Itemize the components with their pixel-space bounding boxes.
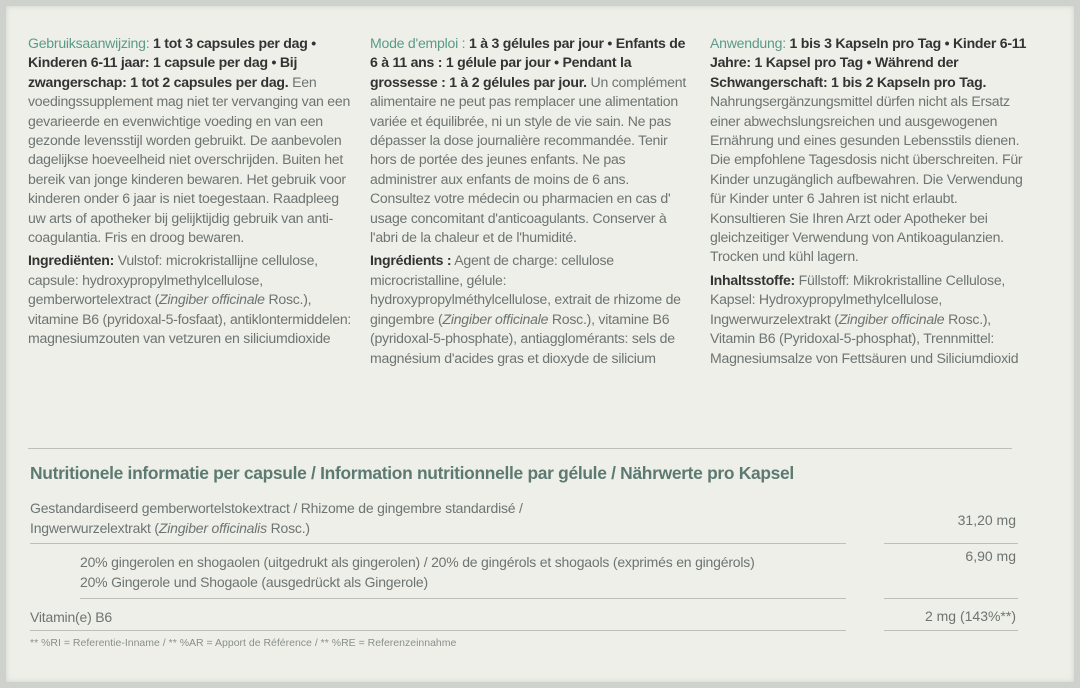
row-divider	[80, 598, 846, 599]
nutrition-value-b6: 2 mg (143%**)	[924, 608, 1016, 624]
nutrition-title: Nutritionele informatie per capsule / Information nutritionnelle par gélule / Nährwerte pro Kapsel	[30, 463, 794, 483]
row-divider	[884, 598, 1018, 599]
directions-nl: Gebruiksaanwijzing: 1 tot 3 capsules per dag • Kinderen 6-11 jaar: 1 capsule per dag • Bij zwangerschap: 1 tot 2 capsules per dag. Een voedingssupplement mag niet ter vervanging van een gevarieerde en evenwichtige voeding en van een gezonde levensstijl worden gebruikt. De aanbevolen dagelijkse hoeveelheid niet overschrijden. Buiten het bereik van jonge kinderen bewaren. Het gebruik voor kinderen onder 6 jaar is niet toegestaan. Raadpleeg uw arts of apotheker bij gelijktijdig gebruik van anti-coagulantia. Fris en droog bewaren.	[28, 35, 351, 246]
row-divider	[30, 630, 846, 631]
section-divider	[28, 448, 1012, 449]
footnote: ** %RI = Referentie-Inname / ** %AR = Apport de Référence / ** %RE = Referenzeinnahme	[30, 637, 457, 649]
row-divider	[884, 543, 1018, 544]
nutrition-row-extract: Gestandardiseerd gemberwortelstokextract / Rhizome de gingembre standardisé / Ingwerwurzelextrakt (Zingiber officinalis Rosc.)	[30, 500, 523, 536]
row-divider	[884, 630, 1018, 631]
ingredients-fr: Ingrédients : Agent de charge: cellulose microcristalline, gélule: hydroxypropylméthylcellulose, extrait de rhizome de gingembre (Zingiber officinale Rosc.), vitamine B6 (pyridoxal-5-phosphate), antiagglomérants: sels de magnésium d'acides gras et dioxyde de silicium	[370, 252, 681, 366]
column-dutch	[28, 34, 354, 353]
nutrition-row-b6: Vitamin(e) B6	[30, 609, 112, 625]
row-divider	[30, 543, 846, 544]
nutrition-value-gingerols: 6,90 mg	[965, 548, 1016, 564]
ingredients-nl: Ingrediënten: Vulstof: microkristallijne cellulose, capsule: hydroxypropylmethylcellulose, gemberwortelextract (Zingiber officinale Rosc.), vitamine B6 (pyridoxal-5-fosfaat), antiklontermiddelen: magnesiumzouten van vetzuren en siliciumdioxide	[28, 252, 352, 347]
directions-de: Anwendung: 1 bis 3 Kapseln pro Tag • Kinder 6-11 Jahre: 1 Kapsel pro Tag • Während der Schwangerschaft: 1 bis 2 Kapseln pro Tag. Nahrungsergänzungsmittel dürfen nicht als Ersatz einer abwechslungsreichen und ausgewogenen Ernährung und eines gesunden Lebensstils dienen. Die empfohlene Tagesdosis nicht überschreiten. Für Kinder unzugänglich aufbewahren. Die Verwendung für Kinder unter 6 Jahren ist nicht erlaubt. Konsultieren Sie Ihren Arzt oder Apotheker bei gleichzeitiger Verwendung von Antikoagulanzien. Trocken und kühl lagern.	[710, 35, 1027, 265]
ingredients-de: Inhaltsstoffe: Füllstoff: Mikrokristalline Cellulose, Kapsel: Hydroxypropylmethylcellulose, Ingwerwurzelextrakt (Zingiber officinale Rosc.), Vitamin B6 (Pyridoxal-5-phosphat), Trennmittel: Magnesiumsalze von Fettsäuren und Siliciumdioxid	[710, 271, 1019, 366]
column-french	[370, 34, 690, 372]
nutrition-value-extract: 31,20 mg	[957, 512, 1016, 528]
nutrition-row-gingerols: 20% gingerolen en shogaolen (uitgedrukt als gingerolen) / 20% de gingérols et shogaols (exprimés en gingérols) 20% Gingerole und Shogaole (ausgedrückt als Gingerole)	[80, 554, 755, 590]
column-german	[710, 34, 1036, 372]
directions-fr: Mode d'emploi : 1 à 3 gélules par jour • Enfants de 6 à 11 ans : 1 gélule par jour • Pendant la grossesse : 1 à 2 gélules par jour. Un complément alimentaire ne peut pas remplacer une alimentation variée et équilibrée, ni un style de vie sain. Ne pas dépasser la dose journalière recommandée. Tenir hors de portée des jeunes enfants. Ne pas administrer aux enfants de moins de 6 ans. Consultez votre médecin ou pharmacien en cas d' usage concomitant d'anticoagulants. Conserver à l'abri de la chaleur et de l'humidité.	[370, 35, 686, 246]
